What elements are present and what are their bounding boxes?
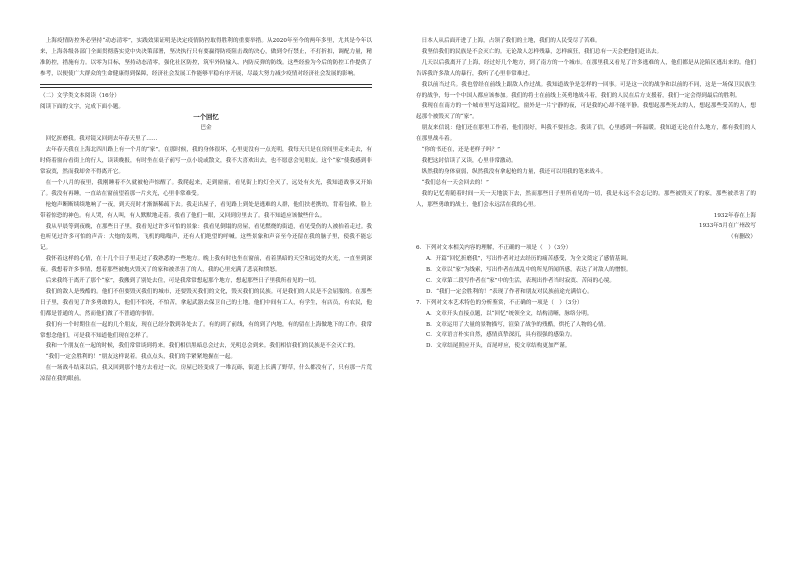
question-option: C．文章语言朴实自然，感情真挚深沉，具有很强的感染力。 bbox=[426, 332, 576, 339]
question-stem: 7．下列对文本艺术特色的分析鉴赏，不正确的一项是（ ）（3分） bbox=[416, 299, 583, 306]
story-paragraph: 我以前当过兵。我也曾经在前线上跟敌人作过战。我知道战争是怎样的一回事。可是这一次的战争和以前的不同，这是一场保卫民族生存的战争，每一个中国人都应该参加。我们的将士在前线上英勇地战斗着，我们的人民在后方支援着，我们一定会得到最后的胜利。 bbox=[416, 81, 756, 99]
story-paragraph: 几天以后我离开了上海，经过好几个地方，到了南方的一个城市。在那里我又看见了许多逃难的人，他们都是从沦陷区逃出来的。他们告诉我许多敌人的暴行，我听了心里非常难过。 bbox=[416, 59, 756, 77]
story-paragraph: 我怀着这样的心情，在十几个日子里走过了我熟悉的一些地方。晚上我有时也坐在窗前，看着黑暗的天空和远处的火光，一直坐到深夜。我想着许多事情，想着那些被炮火毁灭了的家和被杀害了的人，我的心里充满了悲哀和愤怒。 bbox=[40, 256, 372, 274]
story-author: 巴金 bbox=[200, 125, 212, 132]
question-option: C．文章第二段写作者在“家”中的生活，表现出作者当时寂寞、苦闷的心境。 bbox=[426, 277, 616, 284]
divider-line bbox=[40, 87, 372, 88]
question-option: A．文章开头直接点题，以“回忆”统领全文，结构清晰，脉络分明。 bbox=[426, 310, 593, 317]
story-paragraph: 朋友来信说：他们还在那里工作着，他们很好，叫我不要挂念。我读了信，心里感到一阵温暖。我知道无论在什么地方，都有我们的人在那里战斗着。 bbox=[416, 125, 756, 143]
story-paragraph: 枪炮声断断续续地响了一夜，到天亮时才渐渐稀疏下去。我走出屋子，看见路上到处是逃难的人群，他们扶老携幼，背着包袱，脸上带着惊恐的神色。有人哭，有人叫，有人默默地走着。我看了他们一眼，又回到房里去了。我不知道应该做些什么。 bbox=[40, 201, 372, 219]
story-paragraph: 日本人从后面开进了上海，占领了我们的土地，我们的人民受尽了苦难。 bbox=[421, 38, 601, 44]
section-header: （二）文学类文本阅读（16分） bbox=[40, 92, 120, 99]
story-paragraph: 我现在在南方的一个城市里写这篇回忆，窗外是一片宁静的夜，可是我的心却不能平静。我想起那些死去的人，想起那些受苦的人，想起那个被毁灭了的“家”。 bbox=[416, 103, 756, 121]
section-instruction: 阅读下面的文字，完成下面小题。 bbox=[40, 103, 124, 110]
question-stem: 6．下列对文本相关内容的理解，不正确的一项是（ ）（3分） bbox=[416, 245, 572, 252]
story-paragraph: 后来我终于离开了那个“家”，我搬到了别处去住，可是我常常想起那个地方，想起那些日子里我所看见的一切。 bbox=[45, 278, 320, 285]
story-paragraph: 去年春天我在上海北四川路上有一个月的“家”。在那时候，我的身体很坏，心里更没有一点光明，我每天只是在房间里走来走去，有时倚着窗台看街上的行人，读读晚报，有时坐在桌子前写一点小说或散文，我不大喜欢出去，也不愿意会见朋友。这个“家”使我感到非常寂寞，然而我却舍不得离开它。 bbox=[40, 147, 372, 175]
question-option: D．文章结尾照应开头，首尾呼应，使文章结构更加严谨。 bbox=[426, 343, 571, 350]
story-paragraph: “我们总有一天会回去的！” bbox=[421, 179, 489, 186]
story-paragraph: 我和一个朋友在一起的时候，我们常常谈到将来。我们相信黑暗总会过去，光明总会到来。我们相信我们的民族是不会灭亡的。 bbox=[45, 343, 359, 350]
intro-paragraph: 上海疫情防控务必坚持“动态清零”，实践效果证明是决定疫情防控取得胜利的重要举措。从2020年至今的两年多里，尤其是今年以来，上海各级各部门全面贯彻落实党中央决策部署，坚决执行只有要赢得防疫阻击战的决心，做到令行禁止，不打折扣，调配力量，精准防控，措施有力。以零为目标，坚持动态清零，强化社区防控，筑牢外防输入、内防反弹的防线。这些经验为今后的防控工作提供了参考，以便使广大群众的生命健康得到保障，经济社会发展工作能够平稳有序开展，尽最大努力减少疫情对经济社会发展的影响。 bbox=[40, 38, 372, 77]
left-column bbox=[40, 36, 372, 385]
story-paragraph: 我们的敌人是残酷的。他们不但要毁灭我们的城市，还要毁灭我们的文化，毁灭我们的民族。可是我们的人民是不会屈服的。在那些日子里，我看见了许多勇敢的人，他们不怕死，不怕苦，拿起武器去保卫自己的土地。他们中间有工人，有学生，有店员，有农民，他们都是普通的人，然而他们做了不普通的事情。 bbox=[40, 288, 372, 317]
story-paragraph: 我坚信我们的民族是不会灭亡的。无论敌人怎样残暴，怎样疯狂，我们总有一天会把他们赶出去。 bbox=[421, 48, 663, 55]
story-paragraph: 纵然我的身体衰弱，纵然我没有拿起枪的力量，我还可以用我的笔来战斗。 bbox=[421, 168, 607, 175]
story-paragraph: “我们一定会胜利的！”朋友这样说着。我点点头，我们的手紧紧地握在一起。 bbox=[45, 354, 236, 361]
question-6 bbox=[416, 243, 756, 298]
signature-place: 1932年春在上海 bbox=[713, 212, 756, 219]
question-option: D．“我们一定会胜利的！”表现了作者和朋友对民族前途充满信心。 bbox=[426, 288, 593, 295]
question-7 bbox=[416, 298, 756, 353]
story-paragraph: 回忆折磨我。我对镜又回到去年春天里了…… bbox=[45, 136, 158, 143]
story-paragraph: 我从早晨等到夜晚，在那些日子里，我看见过许多可怕的景象：我看见倒塌的房屋，看见燃烧的街道，看见受伤的人被抬着走过。我也听见过许多可怕的声音：大炮的轰鸣，飞机的嗡嗡声，还有人们绝望的呼喊。这些景象和声音至今还留在我的脑子里，使我不能忘记。 bbox=[40, 223, 372, 252]
signature-note: （有删改） bbox=[728, 234, 756, 241]
story-paragraph: 我们有一个时期住在一起的几个朋友，现在已经分散到各处去了。有的到了前线，有的到了内地，有的留在上海做地下的工作。我常常想念他们，可是我不知道他们现在怎样了。 bbox=[40, 321, 372, 339]
signature-place: 1933年5月在广州改写 bbox=[699, 223, 756, 230]
question-option: B．文章以“家”为线索，写出作者在战乱中的所见所闻所感，表达了对敌人的憎恨。 bbox=[426, 267, 632, 274]
story-paragraph: 我的记忆将随着时间一天一天地淡下去，然而那些日子里所看见的一切，我是永远不会忘记的。那些被毁灭了的家，那些被杀害了的人，那些勇敢的战士，他们会永远活在我的心里。 bbox=[416, 190, 756, 208]
question-option: A．开篇“回忆折磨我”，写出作者对过去经历的痛苦感受，为全文奠定了感情基调。 bbox=[426, 256, 632, 263]
story-paragraph: 在一场战斗结束以后，我又回到那个地方去看过一次。房屋已经变成了一堆瓦砾，街道上长满了野草，什么都没有了，只有那一片荒凉留在我的眼前。 bbox=[40, 365, 372, 383]
story-title: 一个回忆 bbox=[193, 113, 219, 122]
story-paragraph: 我把这封信读了又读，心里非常激动。 bbox=[421, 157, 517, 164]
right-column bbox=[416, 36, 756, 352]
story-paragraph: 在一个八月的夜里，我刚睡着不久就被枪声惊醒了。我爬起来，走到窗前，看见街上的灯全灭了，远处有火光，我知道战事又开始了。我没有再睡，一直站在窗前望着那一片火光，心里非常难受。 bbox=[40, 179, 372, 197]
question-option: B．文章运用了大量的景物描写，渲染了战争的残酷，烘托了人物的心情。 bbox=[426, 321, 610, 328]
divider-line bbox=[40, 84, 372, 85]
story-paragraph: “你的书还在，还是老样子吗？” bbox=[421, 147, 501, 154]
